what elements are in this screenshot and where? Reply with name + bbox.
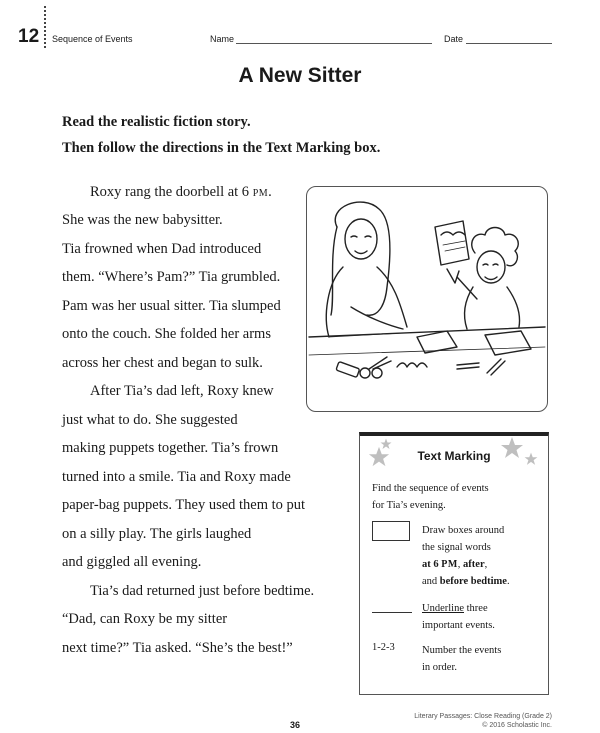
date-label: Date: [444, 34, 464, 44]
credit-line: © 2016 Scholastic Inc.: [482, 722, 552, 729]
credit-line: Literary Passages: Close Reading (Grade 2): [414, 713, 552, 720]
lesson-topic: Sequence of Events: [52, 34, 133, 44]
number-instruction-1: Number the events: [422, 645, 502, 656]
text-marking-intro-2: for Tia’s evening.: [372, 500, 446, 511]
lesson-number: 12: [18, 26, 40, 47]
box-symbol: [372, 521, 410, 541]
direction-1: Read the realistic fiction story.: [62, 114, 251, 130]
story-line: on a silly play. The girls laughed: [62, 526, 252, 542]
name-label: Name: [210, 34, 235, 44]
story-line: and giggled all evening.: [62, 554, 202, 570]
name-field[interactable]: [236, 43, 432, 44]
story-line: turned into a smile. Tia and Roxy made: [62, 469, 291, 485]
story-line: Tia frowned when Dad introduced: [62, 241, 262, 257]
girls-making-puppets-drawing: [307, 187, 547, 411]
text-marking-box: [359, 432, 549, 695]
story-line: Pam was her usual sitter. Tia slumped: [62, 298, 281, 314]
box-instruction-2: the signal words: [422, 542, 491, 553]
story-line: onto the couch. She folded her arms: [62, 326, 271, 342]
story-line: just what to do. She suggested: [62, 412, 238, 428]
direction-2: Then follow the directions in the Text Marking box.: [62, 140, 381, 156]
story-line: Tia’s dad returned just before bedtime.: [90, 583, 315, 599]
story-line: After Tia’s dad left, Roxy knew: [90, 383, 274, 399]
number-instruction-2: in order.: [422, 662, 457, 673]
underline-instruction-1: Underline three: [422, 603, 488, 614]
page-title: A New Sitter: [238, 64, 362, 87]
story-line: Roxy rang the doorbell at 6 PM.: [90, 184, 272, 200]
underline-instruction-2: important events.: [422, 620, 495, 631]
underline-symbol: [372, 612, 412, 613]
numbering-symbol: 1-2-3: [372, 642, 395, 653]
story-line: paper-bag puppets. They used them to put: [62, 497, 306, 513]
date-field[interactable]: [466, 43, 552, 44]
signal-words-line: and before bedtime.: [422, 576, 510, 587]
story-line: She was the new babysitter.: [62, 212, 223, 228]
text-marking-intro-1: Find the sequence of events: [372, 483, 489, 494]
box-instruction-1: Draw boxes around: [422, 525, 505, 536]
text-marking-title: Text Marking: [417, 449, 491, 463]
page-number: 36: [290, 720, 301, 730]
story-line: “Dad, can Roxy be my sitter: [62, 611, 228, 627]
credit-text: [414, 712, 552, 730]
story-line: across her chest and began to sulk.: [62, 355, 263, 371]
signal-words-line: at 6 PM, after,: [422, 559, 488, 570]
story-line: them. “Where’s Pam?” Tia grumbled.: [62, 269, 281, 285]
story-illustration: [306, 186, 548, 412]
story-line: next time?” Tia asked. “She’s the best!”: [62, 640, 293, 656]
story-line: making puppets together. Tia’s frown: [62, 440, 279, 456]
header-divider: [44, 6, 46, 48]
